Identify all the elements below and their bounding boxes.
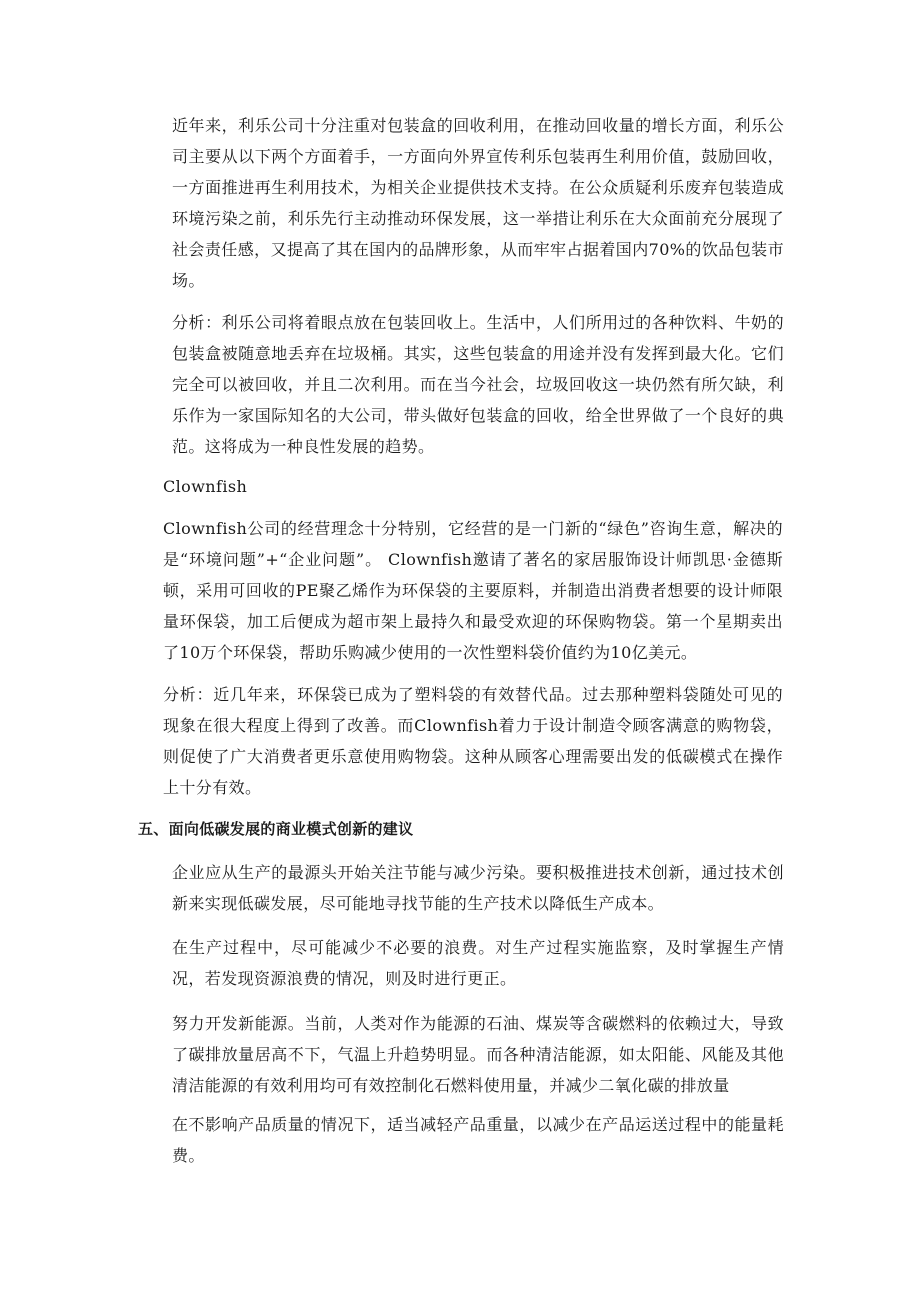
paragraph-clownfish-analysis: 分析：近几年来，环保袋已成为了塑料袋的有效替代品。过去那种塑料袋随处可见的现象在很大程度上得到了改善。而Clownfish着力于设计制造令顾客满意的购物袋，则促使了广大消费者更乐意使用购物袋。这种从顾客心理需要出发的低碳模式在操作上十分有效。 — [163, 685, 783, 797]
suggestion-paragraph-4: 在不影响产品质量的情况下，适当减轻产品重量，以减少在产品运送过程中的能量耗费。 — [172, 1115, 784, 1165]
paragraph-tetrapak-analysis: 分析：利乐公司将着眼点放在包装回收上。生活中，人们所用过的各种饮料、牛奶的包装盒被随意地丢弃在垃圾桶。其实，这些包装盒的用途并没有发挥到最大化。它们完全可以被回收，并且二次利用。而在当今社会，垃圾回收这一块仍然有所欠缺，利乐作为一家国际知名的大公司，带头做好包装盒的回收，给全世界做了一个良好的典范。这将成为一种良性发展的趋势。 — [172, 313, 784, 456]
paragraph-clownfish-business: Clownfish公司的经营理念十分特别，它经营的是一门新的“绿色”咨询生意，解决的是“环境问题”+“企业问题”。 Clownfish邀请了著名的家居服饰设计师凯思·金德斯顿，采用可回收的PE聚乙烯作为环保袋的主要原料，并制造出消费者想要的设计师限量环保袋，加工后便成为超市架上最持久和最受欢迎的环保购物袋。第一个星期卖出了10万个环保袋，帮助乐购减少使用的一次性塑料袋价值约为10亿美元。 — [163, 519, 783, 662]
subheading-clownfish: Clownfish — [163, 477, 248, 496]
suggestion-paragraph-3: 努力开发新能源。当前，人类对作为能源的石油、煤炭等含碳燃料的依赖过大，导致了碳排放量居高不下，气温上升趋势明显。而各种清洁能源，如太阳能、风能及其他清洁能源的有效利用均可有效控制化石燃料使用量，并减少二氧化碳的排放量 — [172, 1014, 784, 1095]
suggestion-paragraph-1: 企业应从生产的最源头开始关注节能与减少污染。要积极推进技术创新，通过技术创新来实现低碳发展，尽可能地寻找节能的生产技术以降低生产成本。 — [172, 863, 784, 913]
paragraph-tetrapak-recycling: 近年来，利乐公司十分注重对包装盒的回收利用，在推动回收量的增长方面，利乐公司主要从以下两个方面着手，一方面向外界宣传利乐包装再生利用价值，鼓励回收，一方面推进再生利用技术，为相关企业提供技术支持。在公众质疑利乐废弃包装造成环境污染之前，利乐先行主动推动环保发展，这一举措让利乐在大众面前充分展现了社会责任感，又提高了其在国内的品牌形象，从而牢牢占据着国内70%的饮品包装市场。 — [172, 116, 784, 290]
suggestion-paragraph-2: 在生产过程中，尽可能减少不必要的浪费。对生产过程实施监察，及时掌握生产情况，若发现资源浪费的情况，则及时进行更正。 — [172, 938, 784, 988]
section-heading-suggestions: 五、面向低碳发展的商业模式创新的建议 — [138, 820, 414, 838]
